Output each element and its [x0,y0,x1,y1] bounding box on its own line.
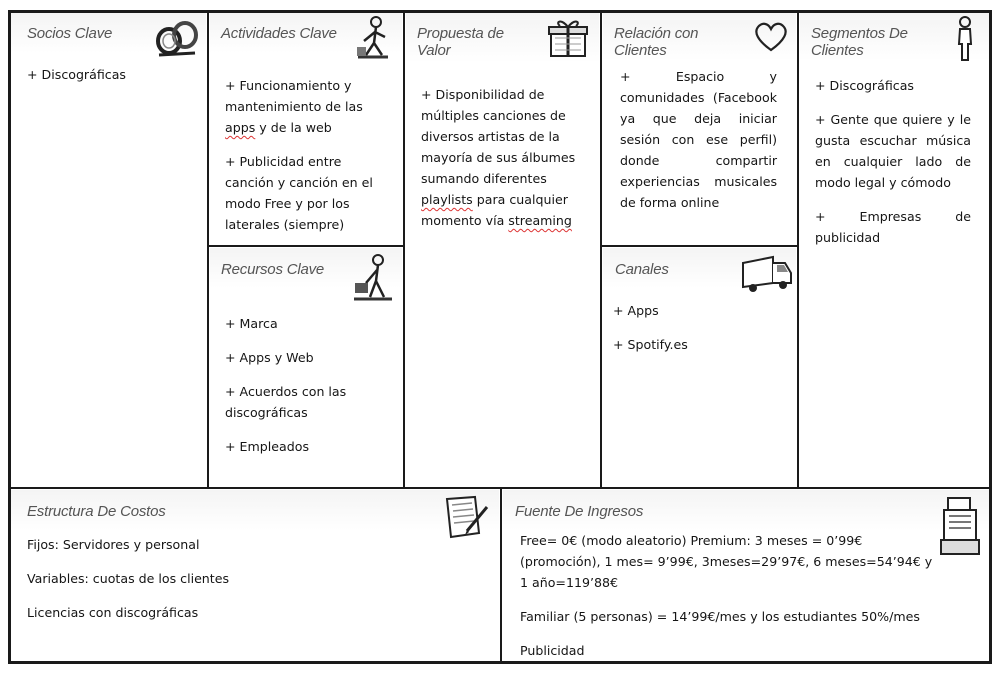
recursos-item: + Marca [225,316,278,331]
actividades-item: + Funcionamiento y mantenimiento de las apps y de la web [225,78,363,135]
ingresos-item: Familiar (5 personas) = 14’99€/mes y los estudiantes 50%/mes [520,609,920,624]
costos-item: Variables: cuotas de los clientes [27,571,230,586]
ingresos-item: Free= 0€ (modo aleatorio) Premium: 3 meses = 0’99€ (promoción), 1 mes= 9’99€, 3meses=29’97€, 6 meses=54’94€ y 1 año=119’88€ [520,533,933,590]
segmentos-title-line1: Segmentos De [811,25,908,42]
relacion-title-line2: Clientes [614,42,667,59]
relacion-item: + Espacio y comunidades (Facebook ya que deja iniciar sesión con ese perfil) donde compartir experiencias musicales de forma online [620,69,777,210]
costos-item: Licencias con discográficas [27,605,199,620]
estructura-costos-title: Estructura De Costos [27,503,166,520]
relacion-title-line1: Relación con [614,25,699,42]
segmentos-title-line2: Clientes [811,42,864,59]
propuesta-title-line2: Valor [417,42,451,59]
fuente-ingresos-title: Fuente De Ingresos [515,503,644,520]
propuesta-item: + Disponibilidad de múltiples canciones de diversos artistas de la mayoría de sus álbumes sumando diferentes playlists para cualquier momento vía streaming [421,87,576,228]
costos-item: Fijos: Servidores y personal [27,537,200,552]
socios-item: + Discográficas [27,67,126,82]
ingresos-item: Publicidad [520,643,585,658]
propuesta-title-line1: Propuesta de [417,25,504,42]
segmentos-item: + Discográficas [815,78,914,93]
actividades-item: + Publicidad entre canción y canción en el modo Free y por los laterales (siempre) [225,154,373,232]
segmentos-item: + Empresas de publicidad [815,209,971,245]
socios-clave-title: Socios Clave [27,25,113,42]
recursos-clave-title: Recursos Clave [221,261,325,278]
recursos-item: + Acuerdos con las discográficas [225,384,347,420]
recursos-item: + Empleados [225,439,309,454]
recursos-item: + Apps y Web [225,350,314,365]
actividades-clave-title: Actividades Clave [221,25,337,42]
canales-item: + Apps [613,303,659,318]
canales-item: + Spotify.es [613,337,688,352]
segmentos-item: + Gente que quiere y le gusta escuchar música en cualquier lado de modo legal y cómodo [815,112,971,190]
canales-title: Canales [615,261,669,278]
canvas-outer-border [8,10,992,664]
